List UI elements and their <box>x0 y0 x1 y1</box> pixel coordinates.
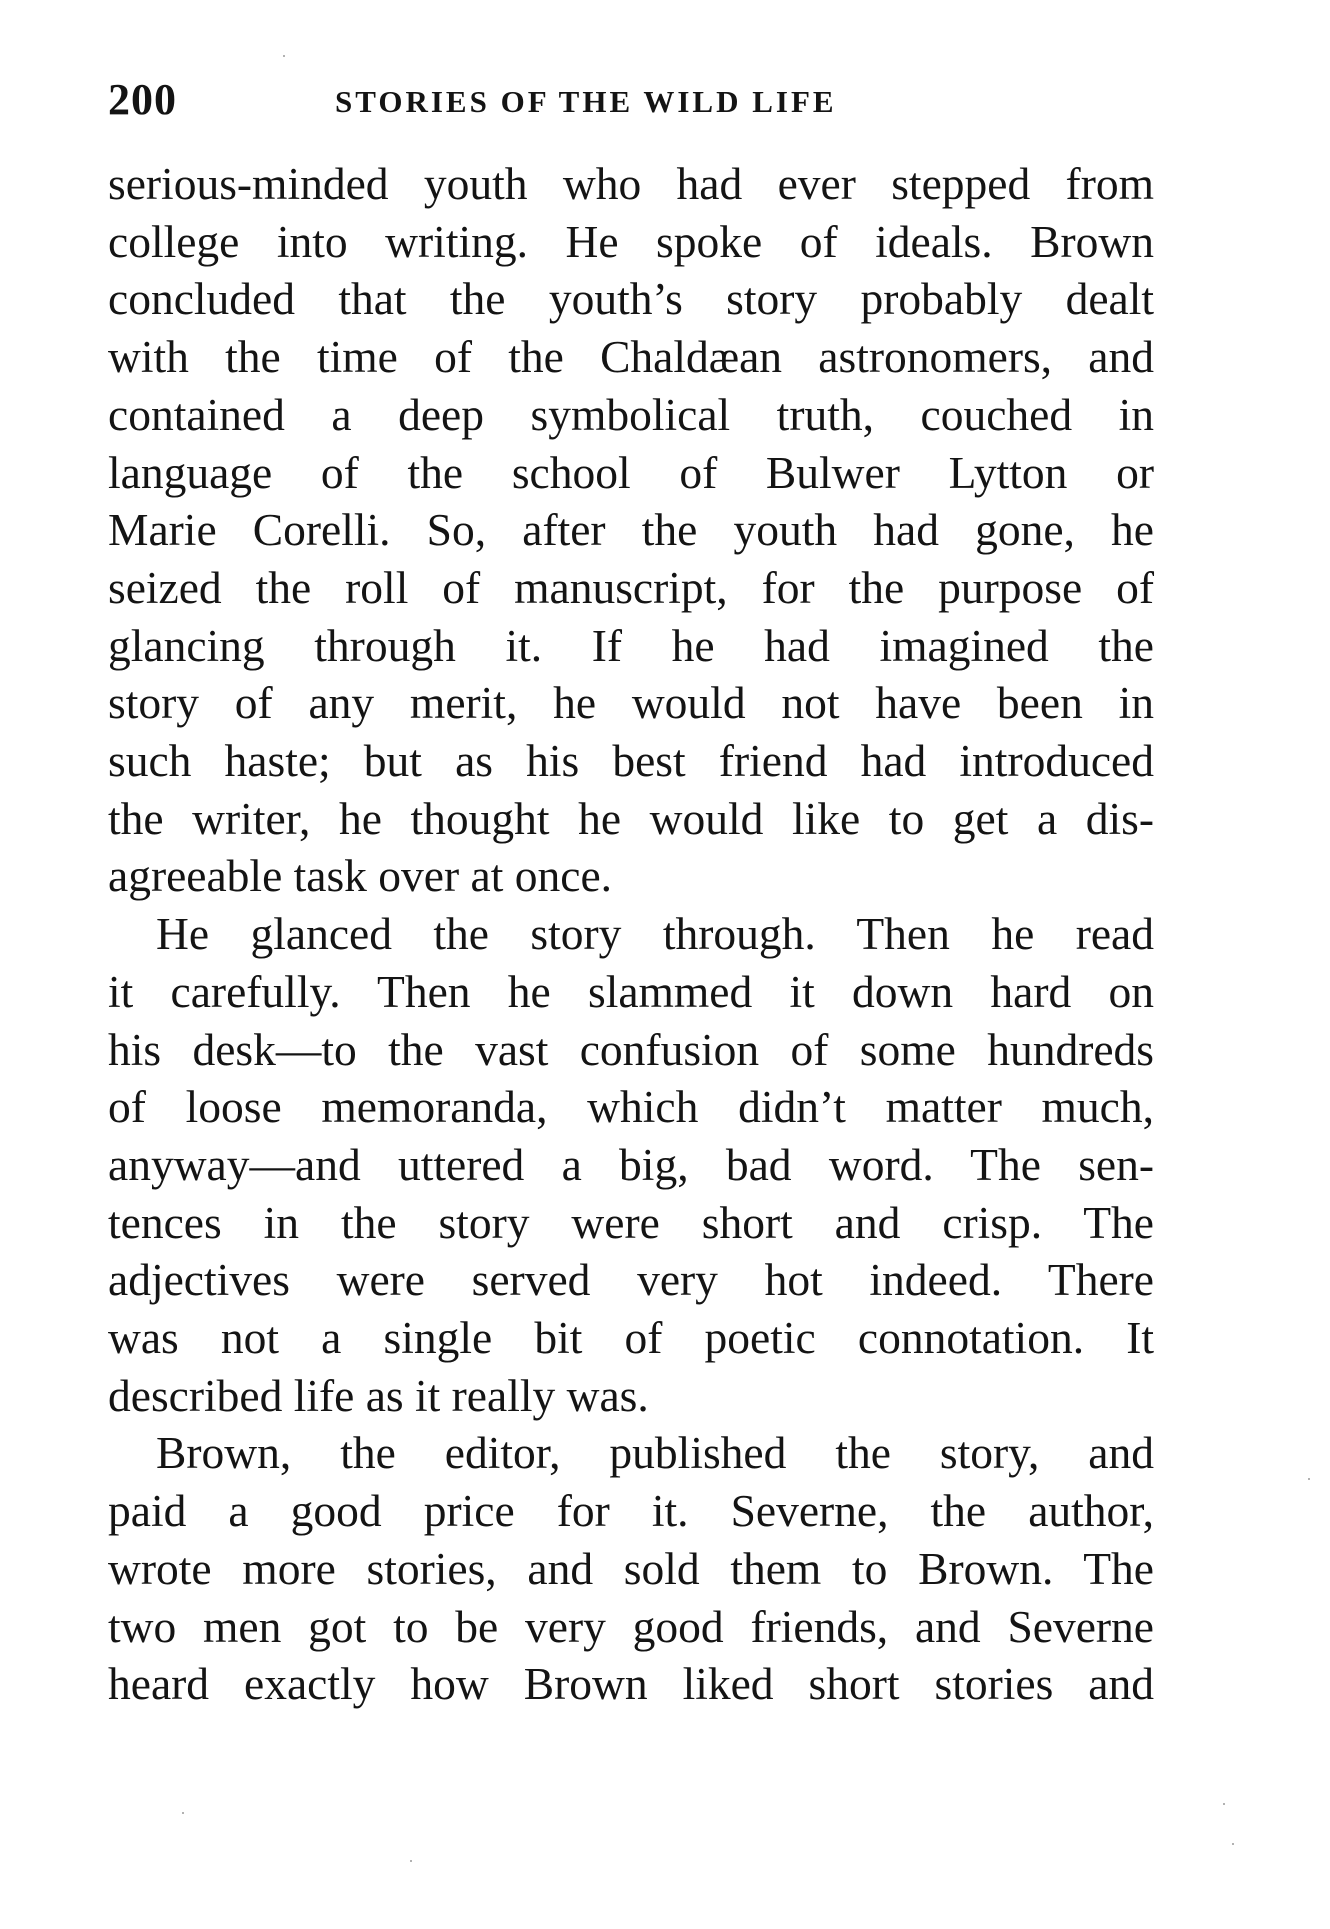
paragraph-1-line: Marie Corelli. So, after the youth had gone, he <box>108 504 1154 556</box>
paragraph-2-line: adjectives were served very hot indeed. There <box>108 1254 1154 1306</box>
scan-speck <box>182 1812 184 1814</box>
paragraph-2-line: his desk—to the vast confusion of some hundreds <box>108 1023 1154 1075</box>
paragraph-1-line: agreeable task over at once. <box>108 850 613 902</box>
paragraph-2-line: He glanced the story through. Then he read <box>156 908 1154 960</box>
paragraph-1-line: serious-minded youth who had ever stepped from <box>108 158 1154 209</box>
paragraph-2-line: anyway—and uttered a big, bad word. The sen- <box>108 1138 1154 1190</box>
paragraph-1-line: contained a deep symbolical truth, couched in <box>108 388 1154 440</box>
body-text <box>108 155 1154 1713</box>
paragraph-2-line: it carefully. Then he slammed it down hard on <box>108 965 1154 1017</box>
paragraph-1-line: such haste; but as his best friend had introduced <box>108 735 1154 787</box>
paragraph-3-line: wrote more stories, and sold them to Brown. The <box>108 1542 1154 1594</box>
paragraph-2-line: of loose memoranda, which didn’t matter much, <box>108 1081 1154 1133</box>
scan-speck <box>1223 1803 1225 1805</box>
paragraph-1-line: the writer, he thought he would like to get a dis- <box>108 792 1154 844</box>
paragraph-1-line: college into writing. He spoke of ideals. Brown <box>108 215 1154 267</box>
paragraph-3-line: paid a good price for it. Severne, the author, <box>108 1485 1154 1537</box>
paragraph-1-line: concluded that the youth’s story probably dealt <box>108 273 1154 325</box>
scan-speck <box>1308 1478 1310 1480</box>
paragraph-1-line: language of the school of Bulwer Lytton or <box>108 446 1154 498</box>
paragraph-1-line: story of any merit, he would not have been in <box>108 677 1154 729</box>
paragraph-1-line: seized the roll of manuscript, for the purpose of <box>108 561 1154 613</box>
paragraph-1-line: glancing through it. If he had imagined the <box>108 619 1154 671</box>
scan-speck <box>410 1860 412 1862</box>
paragraph-2-line: tences in the story were short and crisp. The <box>108 1196 1154 1248</box>
scan-speck <box>1232 1843 1234 1845</box>
page-header <box>108 70 1154 130</box>
paragraph-3-line: heard exactly how Brown liked short stories and <box>108 1658 1154 1710</box>
scan-speck <box>283 55 285 57</box>
paragraph-2-line: described life as it really was. <box>108 1369 649 1421</box>
running-head: STORIES OF THE WILD LIFE <box>335 84 837 119</box>
paragraph-3-line: two men got to be very good friends, and Severne <box>108 1600 1154 1652</box>
paragraph-1-line: with the time of the Chaldæan astronomers, and <box>108 331 1154 383</box>
page-number: 200 <box>108 75 177 124</box>
paragraph-3-line: Brown, the editor, published the story, and <box>156 1427 1154 1479</box>
paragraph-2-line: was not a single bit of poetic connotation. It <box>108 1312 1154 1364</box>
